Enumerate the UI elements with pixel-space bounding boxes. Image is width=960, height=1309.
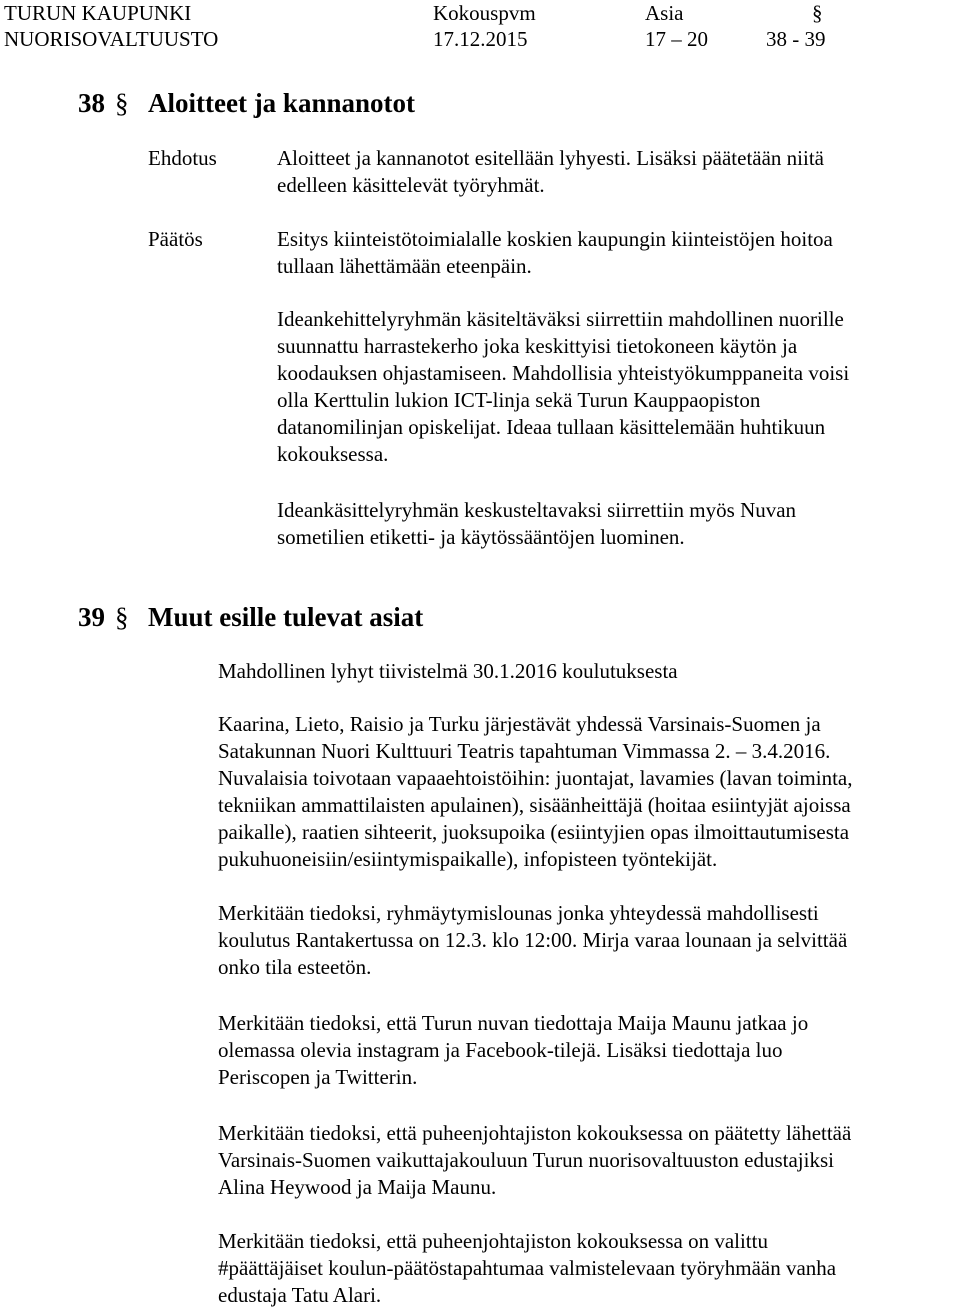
header-org-unit: NUORISOVALTUUSTO: [4, 27, 219, 51]
decision-paragraph-3: Ideankäsittelyryhmän keskusteltavaksi siirrettiin myös Nuvan sometilien etiketti- ja käytössääntöjen luominen.: [277, 498, 797, 549]
section-39-paragraph-5: Merkitään tiedoksi, että puheenjohtajiston kokouksessa on päätetty lähettää Varsinais-Suomen vaikuttajakouluun Turun nuorisovaltuuston edustajiksi Alina Heywood ja Maija Maunu.: [218, 1121, 852, 1199]
header-pages: 17 – 20: [645, 27, 708, 51]
section-39-title: Muut esille tulevat asiat: [148, 602, 424, 632]
section-38-title: Aloitteet ja kannanotot: [148, 88, 415, 118]
proposal-text: Aloitteet ja kannanotot esitellään lyhyesti. Lisäksi päätetään niitä edelleen käsittelevät työryhmät.: [277, 146, 824, 197]
section-39-paragraph-2: Kaarina, Lieto, Raisio ja Turku järjestävät yhdessä Varsinais-Suomen ja Satakunnan Nuori Kulttuuri Teatris tapahtuman Vimmassa 2. – 3.4.2016. Nuvalaisia toivotaan vapaaehtoistöihin: juontajat, lavamies (lavan toiminta, tekniikan ammattilaisten apulainen), sisäänheittäjä (hoitaa esiintyjät ajoissa paikalle), raatien sihteerit, juoksupoika (esiintyjien opas ilmoittautumisesta pukuhuoneisiin/esiintymispaikalle), infopisteen työntekijät.: [218, 712, 853, 871]
header-page-label: Asia: [645, 1, 684, 25]
section-39-paragraph-6: Merkitään tiedoksi, että puheenjohtajiston kokouksessa on valittu #päättäjäiset koulun-päätöstapahtumaa valmistelevaan työryhmään vanha edustaja Tatu Alari.: [218, 1229, 837, 1307]
decision-label: Päätös: [148, 227, 203, 251]
section-39-paragraph-3: Merkitään tiedoksi, ryhmäytymislounas jonka yhteydessä mahdollisesti koulutus Rantakertussa on 12.3. klo 12:00. Mirja varaa lounaan ja selvittää onko tila esteetön.: [218, 901, 848, 979]
decision-paragraph-2: Ideankehittelyryhmän käsiteltäväksi siirrettiin mahdollinen nuorille suunnattu harrastekerho joka keskittyisi tietokoneen käytön ja koodauksen ohjastamiseen. Mahdollisia yhteistyökumppaneita voisi olla Kerttulin lukion ICT-linja sekä Turun Kauppaopiston datanomilinjan opiskelijat. Ideaa tullaan käsittelemään huhtikuun kokouksessa.: [277, 307, 850, 466]
header-org-name: TURUN KAUPUNKI: [4, 1, 192, 25]
section-39-number: 39: [78, 602, 105, 632]
header-meeting-label: Kokouspvm: [433, 1, 536, 25]
section-39-paragraph-1: Mahdollinen lyhyt tiivistelmä 30.1.2016 koulutuksesta: [218, 659, 678, 683]
header-section-symbol: §: [812, 1, 823, 25]
proposal-label: Ehdotus: [148, 146, 217, 170]
header-meeting-date: 17.12.2015: [433, 27, 528, 51]
section-39-paragraph-4: Merkitään tiedoksi, että Turun nuvan tiedottaja Maija Maunu jatkaa jo olemassa olevia instagram ja Facebook-tilejä. Lisäksi tiedottaja luo Periscopen ja Twitterin.: [218, 1011, 809, 1089]
section-symbol-icon: §: [115, 602, 129, 632]
decision-paragraph-1: Esitys kiinteistötoimialalle koskien kaupungin kiinteistöjen hoitoa tullaan lähettämään eteenpäin.: [277, 227, 833, 278]
header-items: 38 - 39: [766, 27, 826, 51]
section-symbol-icon: §: [115, 88, 129, 118]
section-38-number: 38: [78, 88, 105, 118]
